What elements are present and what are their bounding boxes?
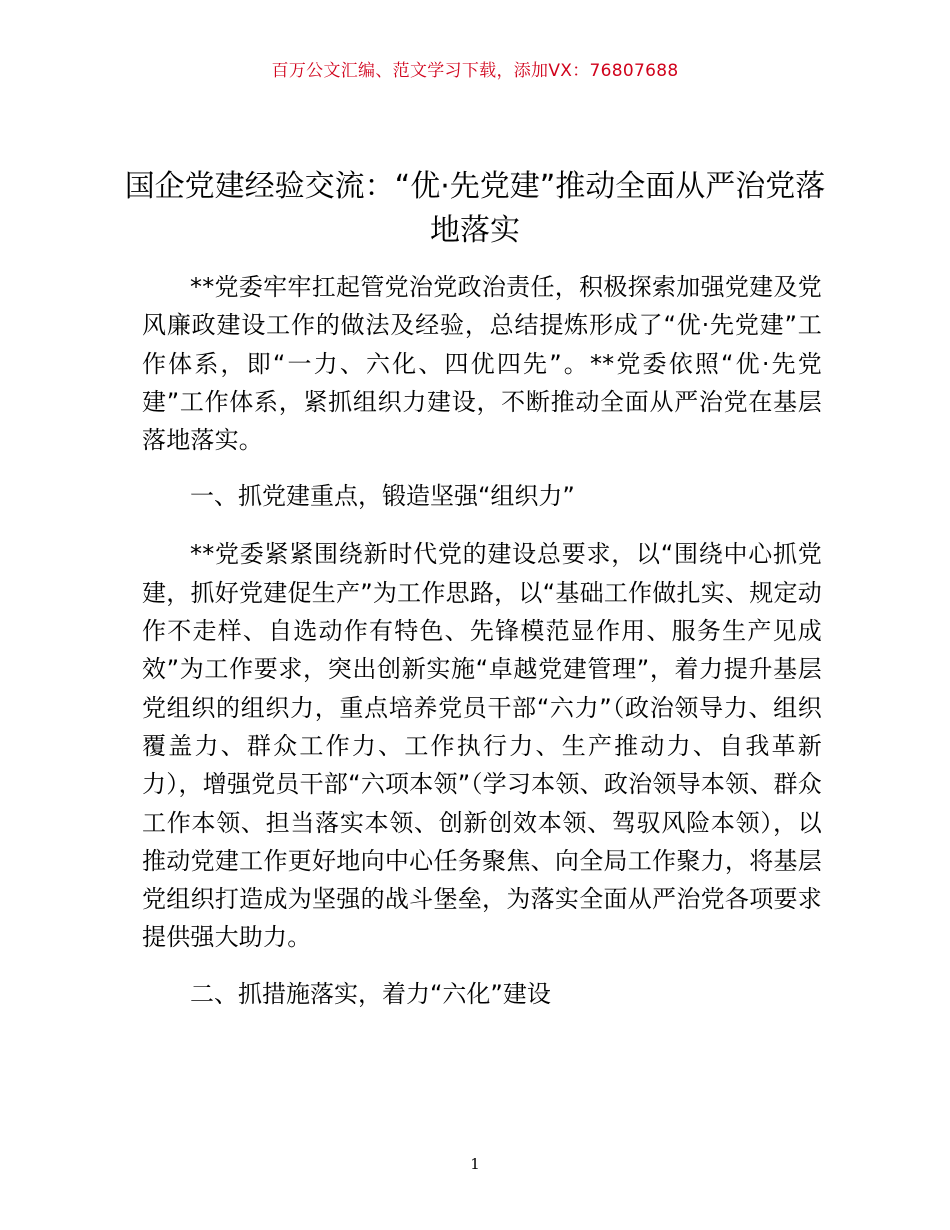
section-1-paragraph: **党委紧紧围绕新时代党的建设总要求，以“围绕中心抓党建，抓好党建促生产”为工作思路，以“基础工作做扎实、规定动作不走样、自选动作有特色、先锋模范显作用、服务生产见成效”为工作要求，突出创新实施“卓越党建管理”，着力提升基层党组织的组织力，重点培养党员干部“六力”（政治领导力、组织覆盖力、群众工作力、工作执行力、生产推动力、自我革新力），增强党员干部“六项本领”（学习本领、政治领导本领、群众工作本领、担当落实本领、创新创效本领、驾驭风险本领），以推动党建工作更好地向中心任务聚焦、向全局工作聚力，将基层党组织打造成为坚强的战斗堡垒，为落实全面从严治党各项要求提供强大助力。 <box>142 540 822 952</box>
section-heading-1: 一、抓党建重点，锻造坚强“组织力” <box>190 482 575 511</box>
document-title: 国企党建经验交流：“优·先党建”推动全面从严治党落地落实 <box>124 169 826 248</box>
intro-paragraph: **党委牢牢扛起管党治党政治责任，积极探索加强党建及党风廉政建设工作的做法及经验，总结提炼形成了“优·先党建”工作体系，即“一力、六化、四优四先”。**党委依照“优·先党建”工作体系，紧抓组织力建设，不断推动全面从严治党在基层落地落实。 <box>142 273 822 455</box>
document-body <box>142 268 822 1033</box>
page-number: 1 <box>470 1155 480 1173</box>
section-heading-2: 二、抓措施落实，着力“六化”建设 <box>190 979 551 1008</box>
header-watermark-text: 百万公文汇编、范文学习下载，添加VX：76807688 <box>271 61 679 81</box>
